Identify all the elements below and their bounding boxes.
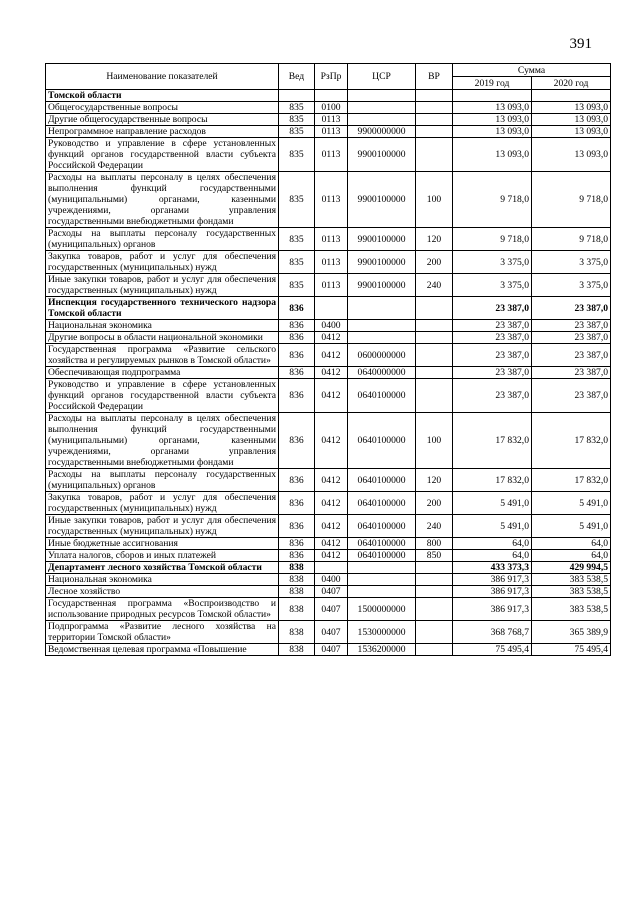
row-ved: 836 — [279, 538, 315, 550]
row-amount-2019: 433 373,3 — [453, 562, 532, 574]
table-row — [46, 102, 611, 114]
row-amount-2019: 13 093,0 — [453, 126, 532, 138]
row-vr: 120 — [416, 469, 453, 492]
row-rzpr: 0407 — [315, 644, 348, 656]
table-row — [46, 126, 611, 138]
row-amount-2020: 23 387,0 — [532, 332, 611, 344]
row-rzpr: 0113 — [315, 172, 348, 228]
table-row — [46, 138, 611, 172]
row-amount-2020: 13 093,0 — [532, 114, 611, 126]
row-name: Расходы на выплаты персоналу государственных (муниципальных) органов — [46, 469, 279, 492]
row-vr — [416, 114, 453, 126]
row-amount-2020: 23 387,0 — [532, 344, 611, 367]
row-amount-2019: 3 375,0 — [453, 251, 532, 274]
row-csr: 0640100000 — [348, 515, 416, 538]
table-body — [46, 90, 611, 656]
row-amount-2019: 9 718,0 — [453, 172, 532, 228]
row-ved: 835 — [279, 274, 315, 297]
row-name: Иные бюджетные ассигнования — [46, 538, 279, 550]
row-ved: 836 — [279, 367, 315, 379]
row-ved: 835 — [279, 172, 315, 228]
row-amount-2020: 383 538,5 — [532, 586, 611, 598]
row-amount-2019: 5 491,0 — [453, 492, 532, 515]
row-rzpr: 0412 — [315, 332, 348, 344]
row-amount-2020: 3 375,0 — [532, 251, 611, 274]
row-csr — [348, 574, 416, 586]
row-ved: 835 — [279, 102, 315, 114]
row-amount-2020: 17 832,0 — [532, 413, 611, 469]
row-ved: 836 — [279, 469, 315, 492]
row-amount-2019: 23 387,0 — [453, 332, 532, 344]
row-vr: 200 — [416, 492, 453, 515]
row-amount-2020: 9 718,0 — [532, 228, 611, 251]
row-amount-2020: 429 994,5 — [532, 562, 611, 574]
row-ved: 836 — [279, 332, 315, 344]
row-name: Расходы на выплаты персоналу в целях обеспечения выполнения функций государственными (муниципальными) органами, казенными учреждениями, органами управления государственными внебюджетными фондами — [46, 172, 279, 228]
table-row — [46, 515, 611, 538]
row-name: Государственная программа «Развитие сельского хозяйства и регулируемых рынков в Томской области» — [46, 344, 279, 367]
row-amount-2019: 9 718,0 — [453, 228, 532, 251]
header-ved: Вед — [279, 64, 315, 90]
row-vr — [416, 126, 453, 138]
row-rzpr: 0412 — [315, 379, 348, 413]
row-name: Закупка товаров, работ и услуг для обеспечения государственных (муниципальных) нужд — [46, 492, 279, 515]
row-ved: 838 — [279, 598, 315, 621]
table-row — [46, 492, 611, 515]
row-rzpr: 0113 — [315, 251, 348, 274]
row-csr: 9900100000 — [348, 251, 416, 274]
table-row — [46, 538, 611, 550]
row-ved: 836 — [279, 379, 315, 413]
row-ved: 836 — [279, 344, 315, 367]
row-ved: 835 — [279, 138, 315, 172]
row-amount-2019: 5 491,0 — [453, 515, 532, 538]
table-row — [46, 297, 611, 320]
row-vr — [416, 90, 453, 102]
row-amount-2020: 23 387,0 — [532, 379, 611, 413]
row-amount-2019: 23 387,0 — [453, 297, 532, 320]
row-csr: 0640100000 — [348, 469, 416, 492]
row-amount-2019: 17 832,0 — [453, 469, 532, 492]
table-row — [46, 413, 611, 469]
row-rzpr: 0412 — [315, 492, 348, 515]
table-row — [46, 550, 611, 562]
table-row — [46, 598, 611, 621]
row-rzpr: 0412 — [315, 550, 348, 562]
row-amount-2019: 23 387,0 — [453, 344, 532, 367]
row-csr — [348, 586, 416, 598]
row-ved: 838 — [279, 644, 315, 656]
table-row — [46, 332, 611, 344]
row-rzpr — [315, 297, 348, 320]
table-row — [46, 114, 611, 126]
table-header-row — [46, 64, 611, 77]
row-name: Ведомственная целевая программа «Повышение — [46, 644, 279, 656]
row-name: Иные закупки товаров, работ и услуг для обеспечения государственных (муниципальных) нужд — [46, 515, 279, 538]
row-amount-2020: 75 495,4 — [532, 644, 611, 656]
row-amount-2020: 23 387,0 — [532, 297, 611, 320]
row-amount-2020: 13 093,0 — [532, 126, 611, 138]
row-vr: 100 — [416, 172, 453, 228]
row-csr: 1500000000 — [348, 598, 416, 621]
row-amount-2020: 5 491,0 — [532, 492, 611, 515]
row-amount-2020: 9 718,0 — [532, 172, 611, 228]
row-vr: 850 — [416, 550, 453, 562]
row-amount-2020: 13 093,0 — [532, 138, 611, 172]
row-vr — [416, 644, 453, 656]
row-name: Руководство и управление в сфере установленных функций органов государственной власти субъекта Российской Федерации — [46, 379, 279, 413]
row-amount-2020: 3 375,0 — [532, 274, 611, 297]
row-csr: 9900000000 — [348, 126, 416, 138]
table-row — [46, 644, 611, 656]
row-ved: 836 — [279, 320, 315, 332]
table-row — [46, 344, 611, 367]
row-ved: 835 — [279, 114, 315, 126]
header-name: Наименование показателей — [46, 64, 279, 90]
row-csr: 0640100000 — [348, 550, 416, 562]
row-rzpr: 0412 — [315, 344, 348, 367]
row-csr: 1530000000 — [348, 621, 416, 644]
row-rzpr: 0113 — [315, 126, 348, 138]
row-amount-2020: 13 093,0 — [532, 102, 611, 114]
row-name: Иные закупки товаров, работ и услуг для обеспечения государственных (муниципальных) нужд — [46, 274, 279, 297]
table-row — [46, 320, 611, 332]
row-name: Расходы на выплаты персоналу в целях обеспечения выполнения функций государственными (муниципальными) органами, казенными учреждениями, органами управления государственными внебюджетными фондами — [46, 413, 279, 469]
row-amount-2019: 64,0 — [453, 538, 532, 550]
row-amount-2019: 386 917,3 — [453, 586, 532, 598]
row-amount-2020: 383 538,5 — [532, 574, 611, 586]
row-ved: 836 — [279, 550, 315, 562]
row-rzpr: 0412 — [315, 367, 348, 379]
row-csr — [348, 297, 416, 320]
row-amount-2019: 13 093,0 — [453, 114, 532, 126]
table-row — [46, 621, 611, 644]
table-row — [46, 469, 611, 492]
row-amount-2019: 75 495,4 — [453, 644, 532, 656]
row-vr: 800 — [416, 538, 453, 550]
row-ved: 835 — [279, 228, 315, 251]
row-csr: 9900100000 — [348, 228, 416, 251]
row-csr: 9900100000 — [348, 274, 416, 297]
row-csr: 0600000000 — [348, 344, 416, 367]
table-row — [46, 586, 611, 598]
row-amount-2019: 64,0 — [453, 550, 532, 562]
row-name: Департамент лесного хозяйства Томской области — [46, 562, 279, 574]
row-csr — [348, 102, 416, 114]
row-rzpr: 0100 — [315, 102, 348, 114]
row-name: Подпрограмма «Развитие лесного хозяйства на территории Томской области» — [46, 621, 279, 644]
row-amount-2019: 23 387,0 — [453, 367, 532, 379]
row-amount-2020 — [532, 90, 611, 102]
row-name: Обеспечивающая подпрограмма — [46, 367, 279, 379]
row-amount-2020: 383 538,5 — [532, 598, 611, 621]
row-amount-2020: 64,0 — [532, 550, 611, 562]
row-ved: 838 — [279, 621, 315, 644]
row-name: Лесное хозяйство — [46, 586, 279, 598]
row-amount-2019: 386 917,3 — [453, 574, 532, 586]
row-rzpr: 0412 — [315, 515, 348, 538]
row-rzpr — [315, 90, 348, 102]
row-amount-2019: 23 387,0 — [453, 379, 532, 413]
table-row — [46, 574, 611, 586]
row-rzpr: 0113 — [315, 228, 348, 251]
row-vr: 100 — [416, 413, 453, 469]
row-csr — [348, 90, 416, 102]
row-ved: 835 — [279, 126, 315, 138]
row-ved: 838 — [279, 586, 315, 598]
row-vr — [416, 562, 453, 574]
row-vr — [416, 102, 453, 114]
row-rzpr: 0400 — [315, 574, 348, 586]
row-name: Национальная экономика — [46, 574, 279, 586]
row-name: Расходы на выплаты персоналу государственных (муниципальных) органов — [46, 228, 279, 251]
row-rzpr: 0113 — [315, 274, 348, 297]
row-amount-2020: 64,0 — [532, 538, 611, 550]
row-rzpr: 0113 — [315, 138, 348, 172]
row-rzpr — [315, 562, 348, 574]
row-vr — [416, 621, 453, 644]
row-amount-2019 — [453, 90, 532, 102]
row-csr: 0640000000 — [348, 367, 416, 379]
budget-table — [45, 63, 611, 656]
row-vr — [416, 320, 453, 332]
row-name: Руководство и управление в сфере установленных функций органов государственной власти субъекта Российской Федерации — [46, 138, 279, 172]
row-name: Общегосударственные вопросы — [46, 102, 279, 114]
row-amount-2019: 13 093,0 — [453, 138, 532, 172]
row-csr: 1536200000 — [348, 644, 416, 656]
row-csr — [348, 562, 416, 574]
row-csr: 0640100000 — [348, 379, 416, 413]
header-sum: Сумма — [453, 64, 611, 77]
row-ved: 838 — [279, 562, 315, 574]
row-amount-2020: 5 491,0 — [532, 515, 611, 538]
row-vr — [416, 344, 453, 367]
table-row — [46, 172, 611, 228]
row-vr: 240 — [416, 515, 453, 538]
row-amount-2019: 17 832,0 — [453, 413, 532, 469]
row-amount-2019: 3 375,0 — [453, 274, 532, 297]
row-rzpr: 0400 — [315, 320, 348, 332]
table-row — [46, 562, 611, 574]
row-amount-2020: 17 832,0 — [532, 469, 611, 492]
row-name: Государственная программа «Воспроизводство и использование природных ресурсов Томской области» — [46, 598, 279, 621]
row-ved: 836 — [279, 297, 315, 320]
row-csr: 0640100000 — [348, 413, 416, 469]
row-name: Томской области — [46, 90, 279, 102]
row-name: Другие общегосударственные вопросы — [46, 114, 279, 126]
row-name: Другие вопросы в области национальной экономики — [46, 332, 279, 344]
row-amount-2020: 23 387,0 — [532, 367, 611, 379]
row-rzpr: 0412 — [315, 538, 348, 550]
page-number: 391 — [569, 36, 592, 52]
row-vr: 240 — [416, 274, 453, 297]
table-row — [46, 367, 611, 379]
row-csr: 9900100000 — [348, 138, 416, 172]
header-rzpr: РзПр — [315, 64, 348, 90]
row-name: Инспекция государственного технического надзора Томской области — [46, 297, 279, 320]
row-vr — [416, 574, 453, 586]
row-csr — [348, 114, 416, 126]
row-rzpr: 0407 — [315, 621, 348, 644]
row-rzpr: 0412 — [315, 413, 348, 469]
row-vr — [416, 297, 453, 320]
row-amount-2020: 23 387,0 — [532, 320, 611, 332]
table-row — [46, 274, 611, 297]
row-name: Уплата налогов, сборов и иных платежей — [46, 550, 279, 562]
row-vr: 120 — [416, 228, 453, 251]
header-csr: ЦСР — [348, 64, 416, 90]
row-csr — [348, 332, 416, 344]
header-year-2019: 2019 год — [453, 77, 532, 90]
header-vr: ВР — [416, 64, 453, 90]
row-ved — [279, 90, 315, 102]
row-ved: 836 — [279, 413, 315, 469]
row-vr — [416, 586, 453, 598]
row-rzpr: 0412 — [315, 469, 348, 492]
row-vr: 200 — [416, 251, 453, 274]
row-vr — [416, 332, 453, 344]
row-vr — [416, 598, 453, 621]
header-year-2020: 2020 год — [532, 77, 611, 90]
table-row — [46, 379, 611, 413]
row-name: Национальная экономика — [46, 320, 279, 332]
row-rzpr: 0407 — [315, 598, 348, 621]
row-name: Закупка товаров, работ и услуг для обеспечения государственных (муниципальных) нужд — [46, 251, 279, 274]
row-amount-2019: 13 093,0 — [453, 102, 532, 114]
row-csr: 9900100000 — [348, 172, 416, 228]
table-row — [46, 251, 611, 274]
row-amount-2019: 368 768,7 — [453, 621, 532, 644]
row-ved: 835 — [279, 251, 315, 274]
row-amount-2020: 365 389,9 — [532, 621, 611, 644]
row-amount-2019: 386 917,3 — [453, 598, 532, 621]
row-amount-2019: 23 387,0 — [453, 320, 532, 332]
row-csr: 0640100000 — [348, 492, 416, 515]
row-name: Непрограммное направление расходов — [46, 126, 279, 138]
table-row — [46, 228, 611, 251]
row-vr — [416, 379, 453, 413]
row-ved: 836 — [279, 515, 315, 538]
row-ved: 838 — [279, 574, 315, 586]
row-csr — [348, 320, 416, 332]
row-rzpr: 0407 — [315, 586, 348, 598]
row-csr: 0640100000 — [348, 538, 416, 550]
table-row — [46, 90, 611, 102]
row-vr — [416, 367, 453, 379]
row-rzpr: 0113 — [315, 114, 348, 126]
row-vr — [416, 138, 453, 172]
row-ved: 836 — [279, 492, 315, 515]
